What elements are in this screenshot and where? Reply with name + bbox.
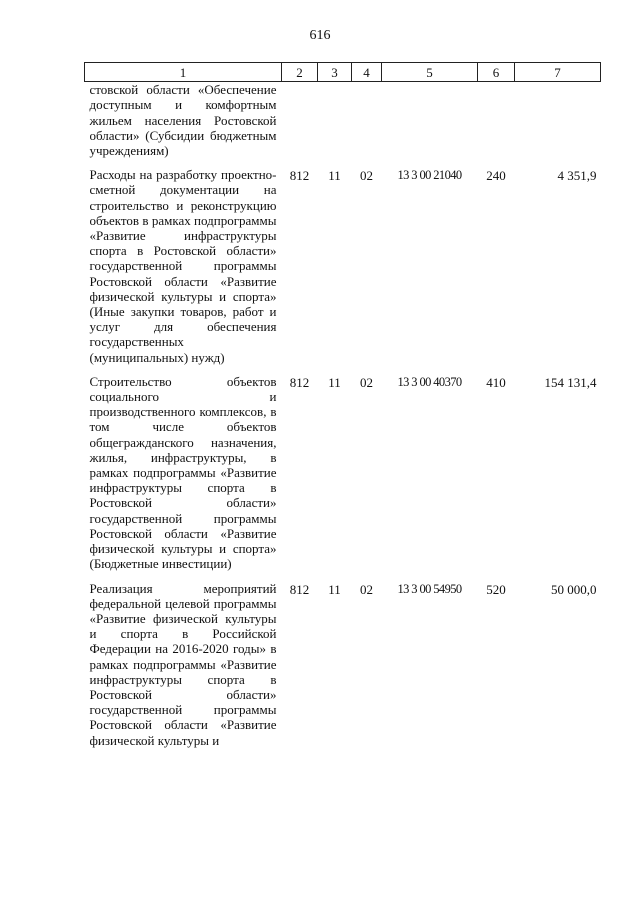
header-col-6: 6	[478, 63, 515, 82]
row-description: Строительство объектов социального и производственного комплексов, в том числе объектов общегражданского назначения, жилья, инфраструктуры, в рамках подпрограммы «Развитие инфраструктуры спорта в Ростовской области» государственной программы Ростовской области «Развитие физической культуры и спорта» (Бюджетные инвестиции)	[89, 373, 277, 572]
row-col-7: 4 351,9	[557, 168, 597, 184]
row-col-5: 13 3 00 54950	[397, 581, 462, 596]
row-description: стовской области «Обеспечение доступным и комфортным жильем населения Ростовской области» (Субсидии бюджетным учреждениям)	[89, 82, 277, 159]
row-col-3: 11	[328, 581, 341, 597]
row-col-3	[318, 82, 352, 168]
row-col-3: 11	[328, 374, 341, 390]
table-body	[85, 82, 601, 757]
budget-table	[84, 62, 601, 757]
row-col-2: 812	[289, 374, 310, 390]
row-col-3: 11	[328, 168, 341, 184]
row-col-2: 812	[289, 581, 310, 597]
row-col-6: 240	[486, 168, 506, 184]
table-row	[85, 167, 601, 374]
row-description: Реализация мероприятий федеральной целевой программы «Развитие физической культуры и спорта в Российской Федерации на 2016-2020 годы» в рамках подпрограммы «Развитие инфраструктуры спорта в Ростовской области» государственной программы Ростовской области «Развитие физической культуры и	[89, 580, 277, 748]
table-row	[85, 82, 601, 168]
header-col-3: 3	[318, 63, 352, 82]
table-row	[85, 581, 601, 757]
header-col-7: 7	[515, 63, 601, 82]
row-col-7: 154 131,4	[544, 374, 597, 390]
row-col-7: 50 000,0	[551, 581, 597, 597]
row-col-5: 13 3 00 40370	[397, 374, 462, 389]
row-col-4: 02	[360, 581, 373, 597]
header-col-2: 2	[282, 63, 318, 82]
row-description: Расходы на разработку проектно-сметной документации на строительство и реконструкцию объектов в рамках подпрограммы «Развитие инфраструктуры спорта в Ростовской области» государственной программы Ростовской области «Развитие физической культуры и спорта» (Иные закупки товаров, работ и услуг для обеспечения государственных (муниципальных) нужд)	[89, 167, 277, 365]
table-row	[85, 374, 601, 581]
row-col-5: 13 3 00 21040	[397, 168, 462, 183]
row-col-4: 02	[360, 168, 373, 184]
row-col-6: 520	[486, 581, 506, 597]
row-col-5	[382, 82, 478, 168]
row-col-2	[282, 82, 318, 168]
row-col-7	[515, 82, 601, 168]
page-number: 616	[309, 28, 331, 43]
header-col-5: 5	[382, 63, 478, 82]
table-header	[85, 63, 601, 82]
row-col-2: 812	[289, 168, 310, 184]
header-col-4: 4	[352, 63, 382, 82]
row-col-6	[478, 82, 515, 168]
header-col-1: 1	[85, 63, 282, 82]
row-col-4	[352, 82, 382, 168]
header-row	[85, 63, 601, 82]
row-col-6: 410	[486, 374, 506, 390]
row-col-4: 02	[360, 374, 373, 390]
